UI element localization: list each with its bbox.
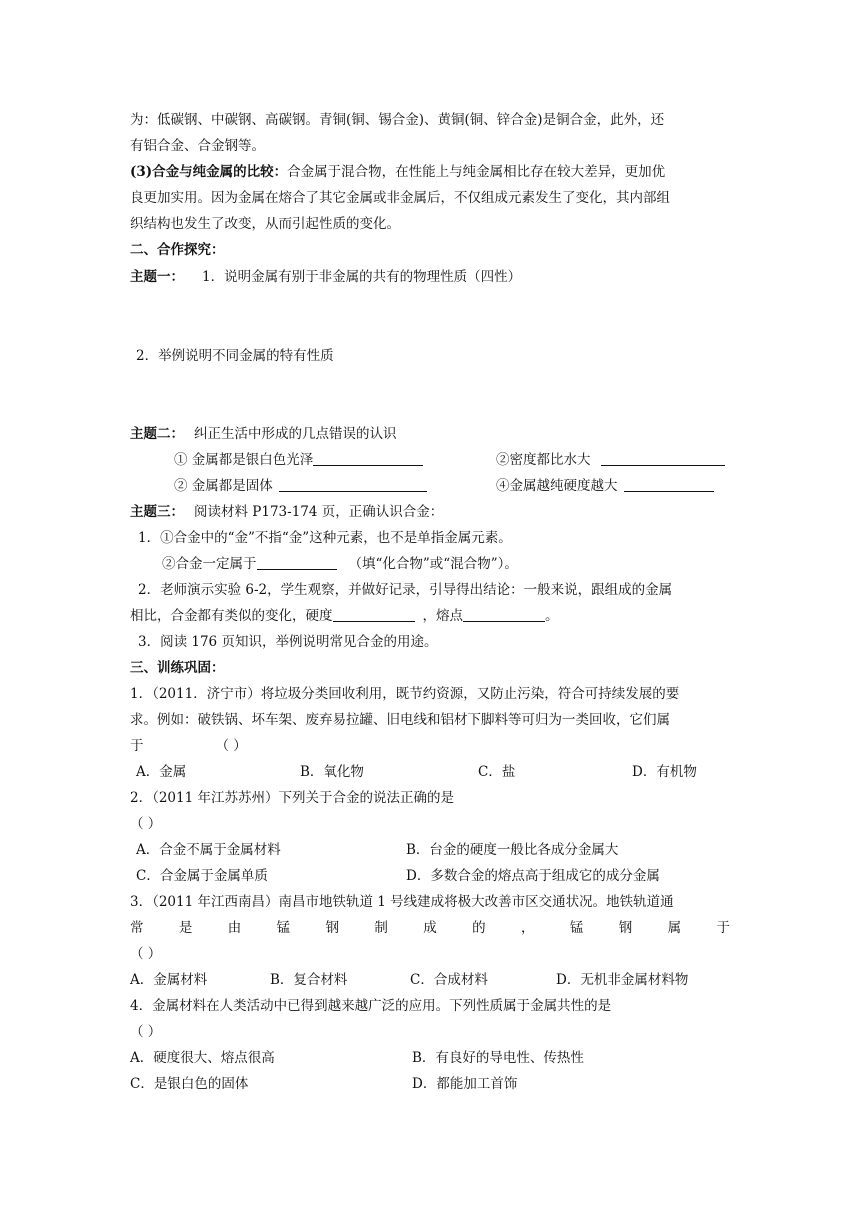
option[interactable]: B．复合材料 [270, 972, 348, 988]
compare-text: 合金属于混合物，在性能上与纯金属相比存在较大差异，更加优 [287, 164, 666, 180]
section-2-title: 二、合作探究： [130, 242, 225, 258]
question-3-line-2: 常 是 由 锰 钢 制 成 的 ， 锰 钢 属 于 [130, 920, 730, 936]
topic-1-question-1: 1．说明金属有别于非金属的共有的物理性质（四性） [202, 269, 522, 285]
misconception-item: ④金属越纯硬度越大 [496, 476, 714, 496]
topic-2-text: 纠正生活中形成的几点错误的认识 [194, 426, 397, 442]
answer-blank[interactable] [333, 607, 415, 622]
option[interactable]: B．台金的硬度一般比各成分金属大 [406, 842, 619, 858]
topic-3-q3: 3．阅读 176 页知识，举例说明常见合金的用途。 [138, 634, 438, 650]
topic-3-q2b: 相比，合金都有类似的变化，硬度 ，熔点 。 [130, 608, 559, 624]
question-3-line-1: 3．（2011 年江西南昌）南昌市地铁轨道 1 号线建成将极大改善市区交通状况。地铁轨道通 [130, 894, 674, 910]
topic-1-line [130, 267, 730, 287]
topic-3-text: 阅读材料 P173-174 页，正确认识合金： [194, 504, 444, 520]
option[interactable]: C．合成材料 [410, 972, 488, 988]
option[interactable]: C．是银白色的固体 [130, 1076, 249, 1092]
question-1-line-2: 求。例如：破铁锅、坏车架、废弃易拉罐、旧电线和铝材下脚料等可归为一类回收，它们属 [130, 712, 670, 728]
answer-paren[interactable]: （ ） [215, 738, 247, 754]
answer-blank[interactable] [624, 477, 714, 492]
misconception-item: ② 金属都是固体 [174, 476, 427, 496]
topic-1-label: 主题一： [130, 269, 184, 285]
option[interactable]: C．盐 [478, 764, 516, 780]
option[interactable]: D．多数合金的熔点高于组成它的成分金属 [406, 868, 660, 884]
option[interactable]: A．合金不属于金属材料 [136, 842, 281, 858]
option[interactable]: A．硬度很大、熔点很高 [130, 1050, 275, 1066]
answer-blank[interactable] [313, 451, 423, 466]
topic-3-q2a: 2．老师演示实验 6-2，学生观察，并做好记录，引导得出结论：一般来说，跟组成的金属 [138, 582, 673, 598]
answer-blank[interactable] [601, 451, 725, 466]
answer-paren[interactable]: （ ） [130, 816, 162, 832]
misconception-item: ②密度都比水大 [496, 450, 725, 470]
answer-paren[interactable]: （ ） [130, 1024, 162, 1040]
question-1-line-1: 1．（2011．济宁市）将垃圾分类回收利用，既节约资源，又防止污染，符合可持续发展的要 [130, 686, 680, 702]
compare-line-3: 织结构也发生了改变，从而引起性质的变化。 [130, 216, 400, 232]
answer-paren[interactable]: （ ） [130, 946, 162, 962]
question-4-line-1: 4．金属材料在人类活动中已得到越来越广泛的应用。下列性质属于金属共性的是 [130, 998, 612, 1014]
topic-3-line [130, 502, 730, 522]
option[interactable]: B．有良好的导电性、传热性 [412, 1050, 584, 1066]
question-1-line-3: 于 （ ） [130, 738, 247, 754]
compare-line-2: 良更加实用。因为金属在熔合了其它金属或非金属后，不仅组成元素发生了变化，其内部组 [130, 190, 670, 206]
question-2-line-1: 2．（2011 年江苏苏州）下列关于合金的说法正确的是 [130, 790, 454, 806]
compare-line-1 [130, 162, 730, 182]
option[interactable]: A．金属材料 [130, 972, 208, 988]
topic-3-q1a: 1．①合金中的“金”不指“金”这种元素，也不是单指金属元素。 [138, 530, 512, 546]
topic-2-line [130, 424, 730, 444]
answer-blank[interactable] [463, 607, 545, 622]
intro-line-2: 有铝合金、合金钢等。 [130, 138, 265, 154]
option[interactable]: C．合金属于金属单质 [136, 868, 268, 884]
option[interactable]: D．有机物 [632, 764, 697, 780]
option[interactable]: B．氧化物 [300, 764, 364, 780]
compare-label: (3)合金与纯金属的比较： [130, 164, 288, 180]
answer-blank[interactable] [257, 555, 337, 570]
section-3-title: 三、训练巩固： [130, 660, 225, 676]
intro-line-1: 为：低碳钢、中碳钢、高碳钢。青铜(铜、锡合金)、黄铜(铜、锌合金)是铜合金，此外，还 [130, 112, 665, 128]
topic-1-question-2: 2．举例说明不同金属的特有性质 [136, 348, 334, 364]
option[interactable]: D．都能加工首饰 [412, 1076, 518, 1092]
topic-3-q1b: ②合金一定属于 （填“化合物”或“混合物”）。 [162, 556, 518, 572]
topic-2-label: 主题二： [130, 426, 184, 442]
answer-blank[interactable] [279, 477, 427, 492]
option[interactable]: D．无机非金属材料物 [556, 972, 689, 988]
topic-3-label: 主题三： [130, 504, 184, 520]
misconception-item: ① 金属都是银白色光泽 [174, 450, 423, 470]
option[interactable]: A．金属 [136, 764, 187, 780]
